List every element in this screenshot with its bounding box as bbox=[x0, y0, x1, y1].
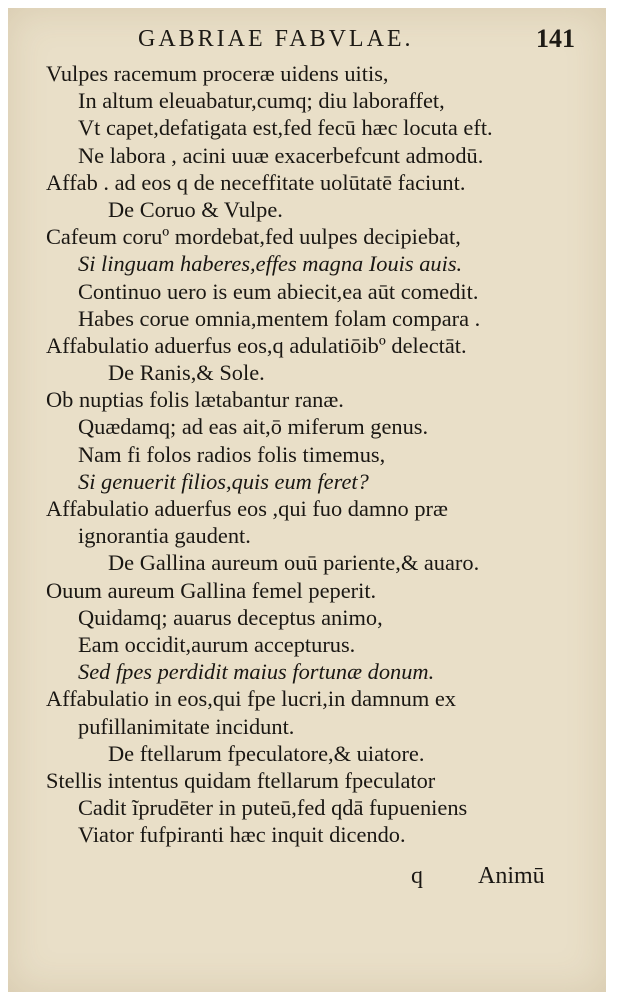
text-line: Affab . ad eos q de neceffitate uolūtatē faciunt. bbox=[46, 169, 466, 195]
text-line: Affabulatio aduerfus eos ,qui fuo damno præ bbox=[46, 496, 448, 521]
text-line: pufillanimitate incidunt. bbox=[78, 713, 295, 739]
text-line: Continuo uero is eum abiecit,ea aūt comedit. bbox=[78, 278, 479, 304]
fable-title: De ftellarum fpeculatore,& uiatore. bbox=[108, 740, 425, 766]
text-line: Quidamq; auarus deceptus animo, bbox=[78, 604, 383, 630]
text-line: Viator fufpiranti hæc inquit dicendo. bbox=[78, 822, 406, 848]
text-line: Affabulatio aduerfus eos,q adulatiōibº delectāt. bbox=[46, 332, 467, 358]
fable-title: De Coruo & Vulpe. bbox=[108, 196, 283, 222]
text-line: In altum eleuabatur,cumq; diu laboraffet, bbox=[78, 88, 445, 114]
text-line: Sed fpes perdidit maius fortunæ donum. bbox=[78, 659, 435, 685]
text-line: Eam occidit,aurum accepturus. bbox=[78, 631, 356, 657]
text-line: Nam fi folos radios folis timemus, bbox=[78, 441, 386, 467]
text-line: Ouum aureum Gallina femel peperit. bbox=[46, 577, 377, 603]
text-line: Affabulatio in eos,qui fpe lucri,in damnum ex bbox=[46, 686, 456, 712]
text-line: Vulpes racemum proceræ uidens uitis, bbox=[46, 61, 389, 86]
text-line: Si genuerit filios,quis eum feret? bbox=[78, 468, 369, 494]
text-line: Cadit ĩprudēter in puteū,fed qdā fupueniens bbox=[78, 795, 468, 821]
signature-mark: q bbox=[411, 863, 423, 889]
text-line: Si linguam haberes,effes magna Iouis auis. bbox=[78, 251, 463, 277]
running-title: GABRIAE FABVLAE. bbox=[138, 26, 414, 52]
text-line: Vt capet,defatigata est,fed fecū hæc locuta eft. bbox=[78, 115, 493, 141]
text-line: Habes corue omnia,mentem folam compara . bbox=[78, 305, 481, 331]
text-line: Cafeum coruº mordebat,fed uulpes decipiebat, bbox=[46, 224, 461, 250]
text-block bbox=[46, 60, 606, 848]
book-page bbox=[8, 8, 606, 992]
text-line: Ne labora , acini uuæ exacerbefcunt admodū. bbox=[78, 142, 484, 168]
text-line: Stellis intentus quidam ftellarum fpeculator bbox=[46, 767, 436, 793]
page-number: 141 bbox=[536, 24, 575, 53]
catchword: Animū bbox=[478, 863, 545, 889]
fable-title: De Gallina aureum ouū pariente,& auaro. bbox=[108, 550, 480, 576]
text-line: ignorantia gaudent. bbox=[78, 523, 251, 549]
text-line: Ob nuptias folis lætabantur ranæ. bbox=[46, 387, 344, 413]
text-line: Quædamq; ad eas ait,ō miferum genus. bbox=[78, 414, 429, 440]
fable-title: De Ranis,& Sole. bbox=[108, 360, 265, 386]
